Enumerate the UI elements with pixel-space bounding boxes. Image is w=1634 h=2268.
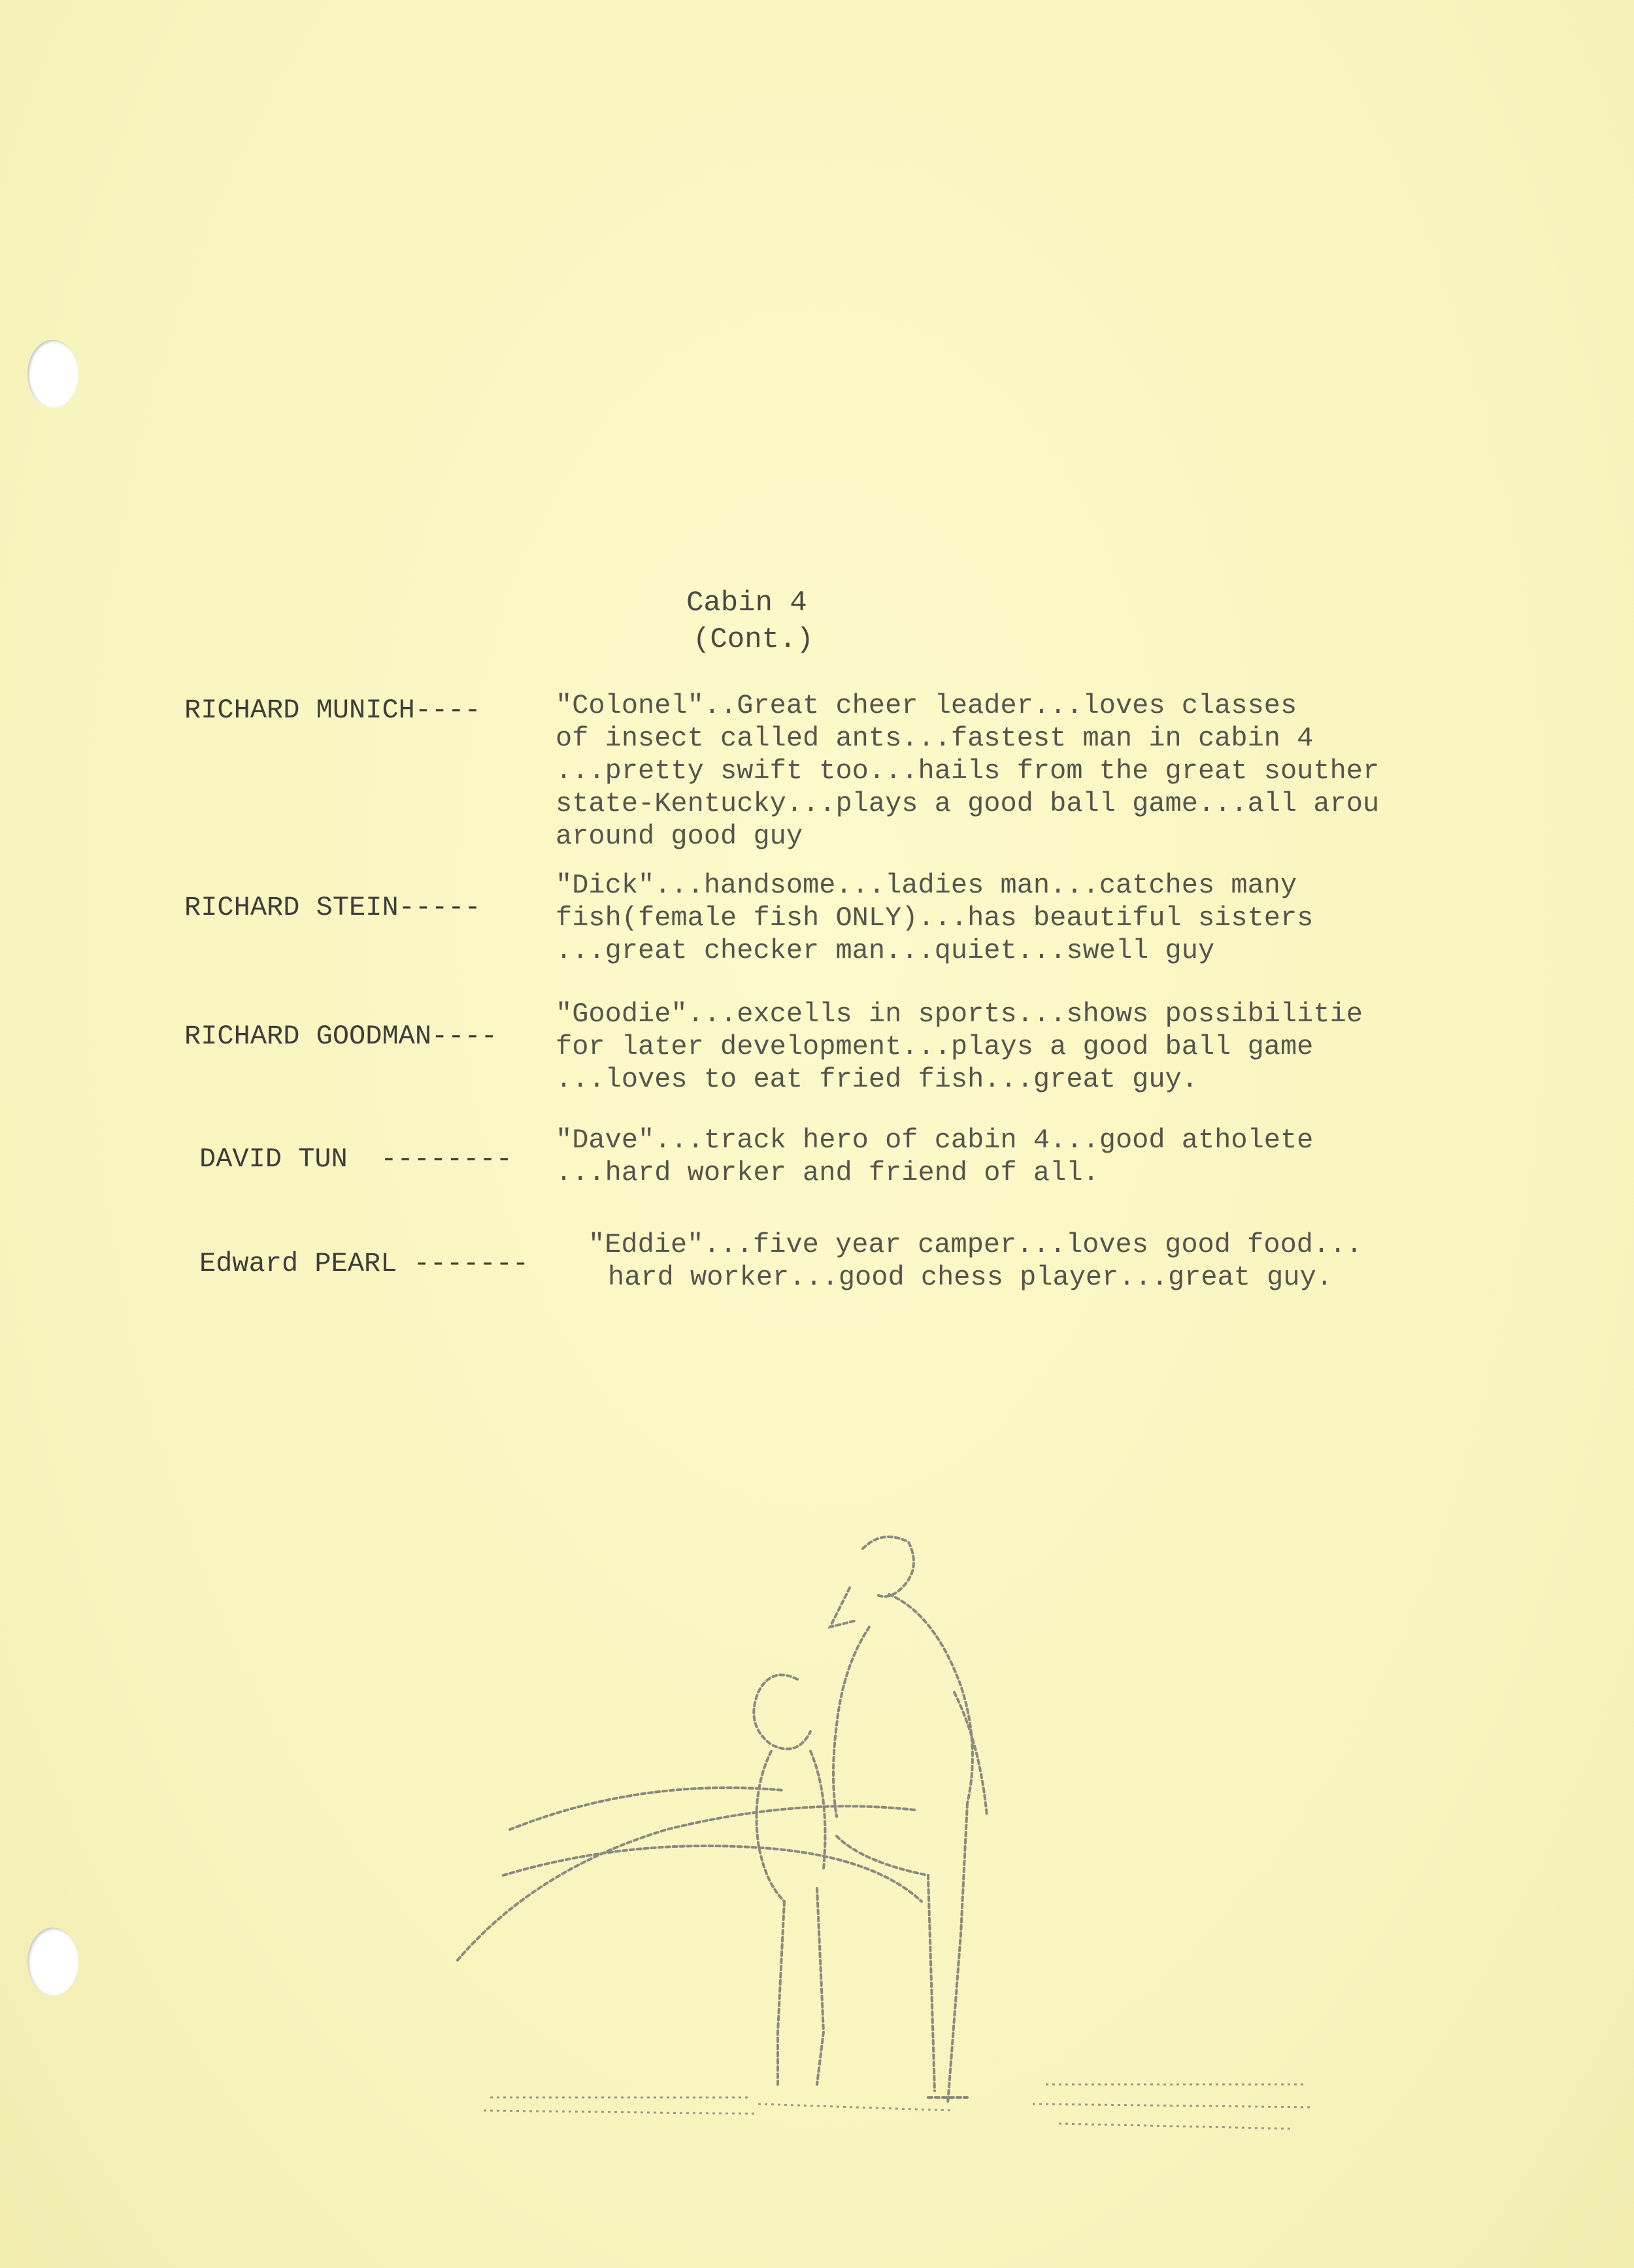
man-leg-back: [948, 1803, 967, 2104]
ground-middle: [758, 2104, 954, 2111]
ground-right-3: [1059, 2124, 1294, 2129]
entry-name: Edward PEARL -------: [199, 1248, 529, 1279]
description-line: ...pretty swift too...hails from the great souther: [556, 755, 1380, 787]
description-line: of insect called ants...fastest man in cabin 4: [556, 723, 1314, 754]
entry-description: [556, 869, 1523, 967]
punch-hole-bottom: [27, 1928, 78, 1996]
boy-head: [754, 1675, 810, 1749]
sketch-man-and-boy: [392, 1496, 1438, 2150]
entry-description: [556, 1124, 1523, 1189]
description-line: state-Kentucky...plays a good ball game...all arou: [556, 788, 1380, 819]
description-line: fish(female fish ONLY)...has beautiful sisters: [556, 902, 1314, 934]
description-line: for later development...plays a good ball game: [556, 1031, 1314, 1062]
entry-name: RICHARD GOODMAN----: [184, 1021, 497, 1052]
description-line: ...loves to eat fried fish...great guy.: [556, 1064, 1198, 1095]
ground-left-2: [484, 2111, 758, 2114]
man-face: [830, 1588, 856, 1627]
page-heading: [686, 585, 814, 658]
entry-description: [588, 1228, 1556, 1294]
man-chest: [833, 1627, 869, 1816]
boy-leg-front: [778, 1901, 784, 2084]
entry-description: [556, 689, 1523, 853]
boy-leg-back: [817, 1888, 824, 2084]
boy-body-front: [757, 1751, 785, 1901]
description-line: "Dick"...handsome...ladies man...catches many: [556, 870, 1297, 901]
ground-right-2: [1033, 2104, 1314, 2107]
description-line: "Eddie"...five year camper...loves good food...: [588, 1229, 1363, 1260]
description-line: "Goodie"...excells in sports...shows possibilitie: [556, 998, 1363, 1030]
swing-line-top: [510, 1788, 784, 1830]
entry-name: RICHARD STEIN-----: [184, 892, 481, 923]
boy-body-back: [810, 1751, 825, 1869]
entry-name: RICHARD MUNICH----: [184, 695, 481, 726]
description-line: hard worker...good chess player...great guy.: [608, 1262, 1333, 1293]
description-line: ...hard worker and friend of all.: [556, 1157, 1099, 1189]
entry-description: [556, 998, 1523, 1096]
description-line: ...great checker man...quiet...swell guy: [556, 935, 1215, 966]
man-arm: [954, 1692, 987, 1816]
entry-name: DAVID TUN --------: [199, 1143, 512, 1175]
description-line: "Colonel"..Great cheer leader...loves classes: [556, 690, 1297, 721]
description-line: around good guy: [556, 821, 803, 852]
man-head: [863, 1537, 914, 1596]
heading-title: Cabin 4: [686, 587, 807, 619]
swing-line-middle: [458, 1806, 915, 1960]
heading-subtitle: (Cont.): [693, 623, 814, 656]
swing-line-bat: [503, 1846, 922, 1901]
man-leg-front: [837, 1836, 935, 2091]
description-line: "Dave"...track hero of cabin 4...good atholete: [556, 1125, 1314, 1156]
man-back: [889, 1594, 973, 1803]
punch-hole-top: [27, 340, 78, 408]
